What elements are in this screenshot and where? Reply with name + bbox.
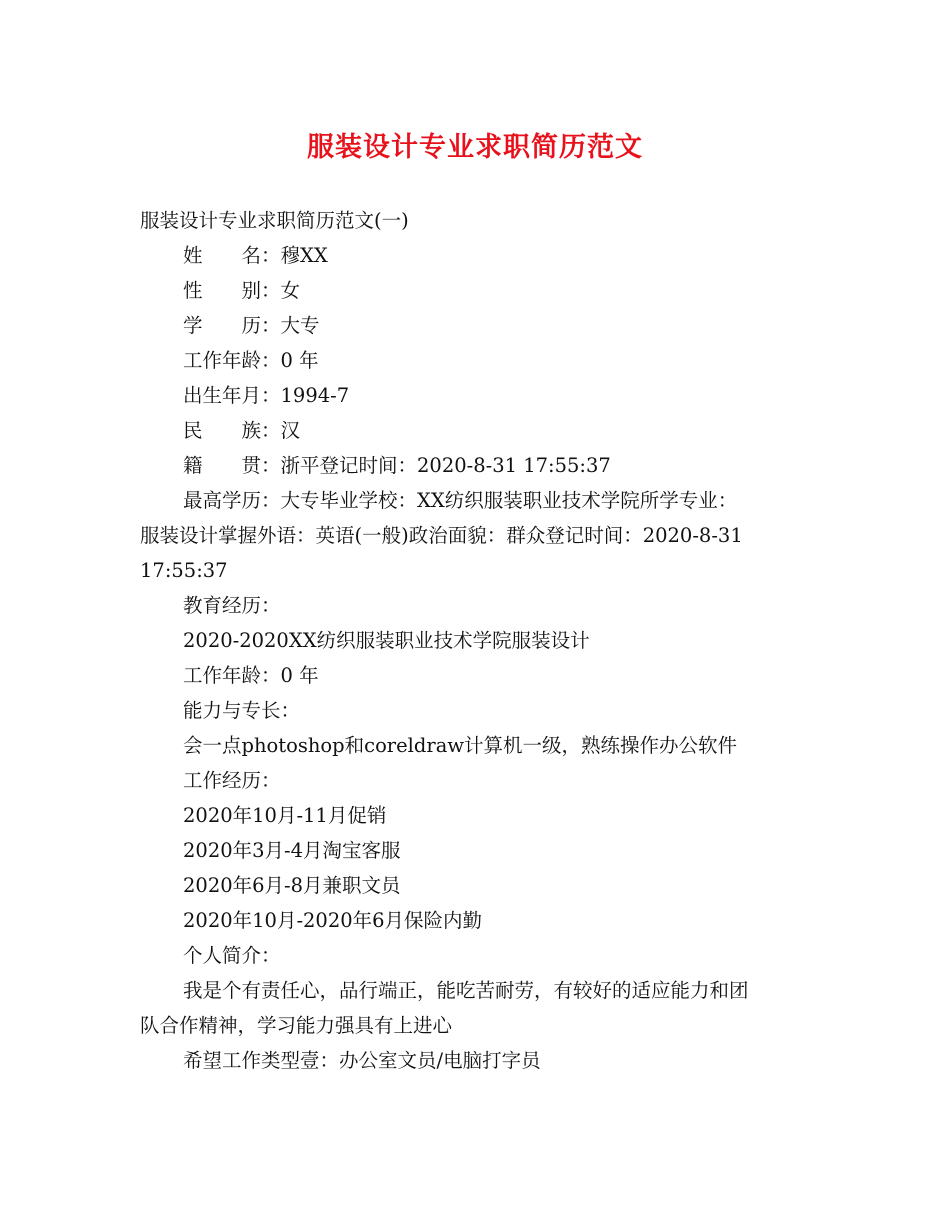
- work-entry: 2020年10月-11月促销: [183, 804, 387, 827]
- field-hometown: 籍 贯：浙平登记时间：2020-8-31 17:55:37: [183, 454, 611, 477]
- paragraph-highest-education-cont: 服装设计掌握外语：英语(一般)政治面貌：群众登记时间：2020-8-31: [140, 524, 743, 547]
- field-name: 姓 名：穆XX: [183, 244, 328, 267]
- desired-job-type: 希望工作类型壹：办公室文员/电脑打字员: [183, 1049, 541, 1072]
- document-title: 服装设计专业求职简历范文: [307, 132, 643, 163]
- field-gender: 性 别：女: [183, 279, 301, 302]
- paragraph-highest-education: 最高学历：大专毕业学校：XX纺织服装职业技术学院所学专业：: [183, 489, 738, 512]
- paragraph-highest-education-cont: 17:55:37: [140, 559, 228, 582]
- work-entry: 2020年3月-4月淘宝客服: [183, 839, 401, 862]
- field-education: 学 历：大专: [183, 314, 320, 337]
- document-body: [140, 203, 820, 1078]
- label-education-history: 教育经历：: [183, 594, 281, 617]
- work-entry: 2020年10月-2020年6月保险内勤: [183, 909, 483, 932]
- label-personal-intro: 个人简介：: [183, 944, 281, 967]
- personal-intro-text-cont: 队合作精神，学习能力强具有上进心: [140, 1014, 453, 1037]
- section-heading: 服装设计专业求职简历范文(一): [140, 209, 409, 232]
- field-birth-date: 出生年月：1994-7: [183, 384, 350, 407]
- personal-intro-text: 我是个有责任心，品行端正，能吃苦耐劳，有较好的适应能力和团: [183, 979, 749, 1002]
- label-skills: 能力与专长：: [183, 699, 301, 722]
- label-work-history: 工作经历：: [183, 769, 281, 792]
- field-work-years-repeat: 工作年龄：0 年: [183, 664, 319, 687]
- field-work-years: 工作年龄：0 年: [183, 349, 319, 372]
- education-entry: 2020-2020XX纺织服装职业技术学院服装设计: [183, 629, 590, 652]
- work-entry: 2020年6月-8月兼职文员: [183, 874, 401, 897]
- field-ethnicity: 民 族：汉: [183, 419, 301, 442]
- skills-entry: 会一点photoshop和coreldraw计算机一级，熟练操作办公软件: [183, 734, 738, 757]
